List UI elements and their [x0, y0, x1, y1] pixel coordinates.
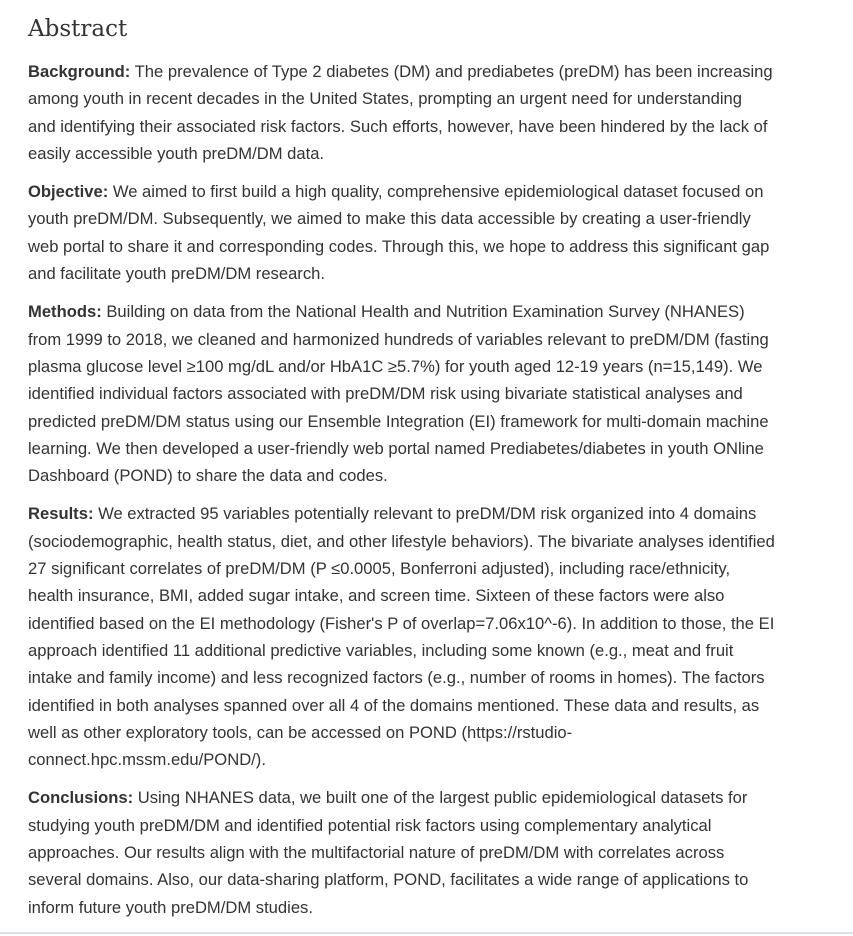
- text-line: approach identified 11 additional predictive variables, including some known (e.g., meat and fruit: [28, 640, 734, 660]
- text-line: [28, 58, 853, 85]
- section-background: [28, 58, 853, 167]
- section-label: Background:: [28, 62, 131, 81]
- section-text: Using NHANES data, we built one of the largest public epidemiological datasets for: [133, 788, 748, 808]
- text-line: 27 significant correlates of preDM/DM (P ≤0.0005, Bonferroni adjusted), including race/ethnicity,: [28, 559, 731, 579]
- text-line: approaches. Our results align with the multifactorial nature of preDM/DM with correlates across: [28, 843, 725, 863]
- text-line: [28, 178, 853, 205]
- bottom-divider: [0, 932, 853, 934]
- text-line: [28, 500, 853, 527]
- text-line: identified in both analyses spanned over all 4 of the domains mentioned. These data and results, as: [28, 695, 760, 715]
- section-label: Objective:: [28, 182, 109, 202]
- section-text: Building on data from the National Health and Nutrition Examination Survey (NHANES): [101, 302, 745, 322]
- text-line: easily accessible youth preDM/DM data.: [28, 143, 325, 163]
- section-conclusions: [28, 784, 853, 920]
- text-line: and facilitate youth preDM/DM research.: [28, 264, 325, 284]
- section-label: Methods:: [28, 302, 102, 322]
- text-line: studying youth preDM/DM and identified potential risk factors using complementary analytical: [28, 815, 712, 835]
- text-line: intake and family income) and less recognized factors (e.g., number of rooms in homes). The factors: [28, 668, 765, 688]
- section-results: [28, 500, 853, 773]
- section-label: Conclusions:: [28, 788, 134, 808]
- section-text: We extracted 95 variables potentially relevant to preDM/DM risk organized into 4 domains: [93, 504, 757, 524]
- text-line: youth preDM/DM. Subsequently, we aimed to make this data accessible by creating a user-friendly: [28, 209, 751, 229]
- section-text: The prevalence of Type 2 diabetes (DM) and prediabetes (preDM) has been increasing: [130, 62, 773, 81]
- text-line: well as other exploratory tools, can be accessed on POND (https://rstudio-: [28, 722, 573, 742]
- text-line: from 1999 to 2018, we cleaned and harmonized hundreds of variables relevant to preDM/DM (fasting: [28, 329, 769, 349]
- text-line: health insurance, BMI, added sugar intake, and screen time. Sixteen of these factors were also: [28, 586, 725, 606]
- text-line: and identifying their associated risk factors. Such efforts, however, have been hindered by the lack of: [28, 116, 768, 136]
- text-line: [28, 298, 853, 325]
- text-line: Dashboard (POND) to share the data and codes.: [28, 466, 388, 486]
- text-line: identified based on the EI methodology (Fisher's P of overlap=7.06x10^-6). In addition to those, the EI: [28, 613, 775, 633]
- text-line: learning. We then developed a user-friendly web portal named Prediabetes/diabetes in youth ONline: [28, 438, 764, 458]
- text-line: predicted preDM/DM status using our Ensemble Integration (EI) framework for multi-domain machine: [28, 411, 769, 431]
- text-line: web portal to share it and corresponding codes. Through this, we hope to address this significant gap: [28, 236, 770, 256]
- text-line: inform future youth preDM/DM studies.: [28, 897, 313, 917]
- text-line: (sociodemographic, health status, diet, and other lifestyle behaviors). The bivariate analyses identified: [28, 531, 775, 551]
- section-label: Results:: [28, 504, 94, 524]
- text-line: several domains. Also, our data-sharing platform, POND, facilitates a wide range of applications to: [28, 870, 749, 890]
- text-line: among youth in recent decades in the United States, prompting an urgent need for understanding: [28, 89, 743, 109]
- abstract-heading: Abstract: [28, 16, 128, 42]
- section-text: We aimed to first build a high quality, comprehensive epidemiological dataset focused on: [108, 182, 764, 202]
- section-methods: [28, 298, 853, 489]
- text-line: identified individual factors associated with preDM/DM risk using bivariate statistical analyses and: [28, 384, 743, 404]
- text-line: plasma glucose level ≥100 mg/dL and/or HbA1C ≥5.7%) for youth aged 12-19 years (n=15,149). We: [28, 356, 763, 376]
- text-line: [28, 784, 853, 811]
- text-line: connect.hpc.mssm.edu/POND/).: [28, 750, 266, 770]
- abstract-container: [28, 12, 853, 932]
- section-objective: [28, 178, 853, 287]
